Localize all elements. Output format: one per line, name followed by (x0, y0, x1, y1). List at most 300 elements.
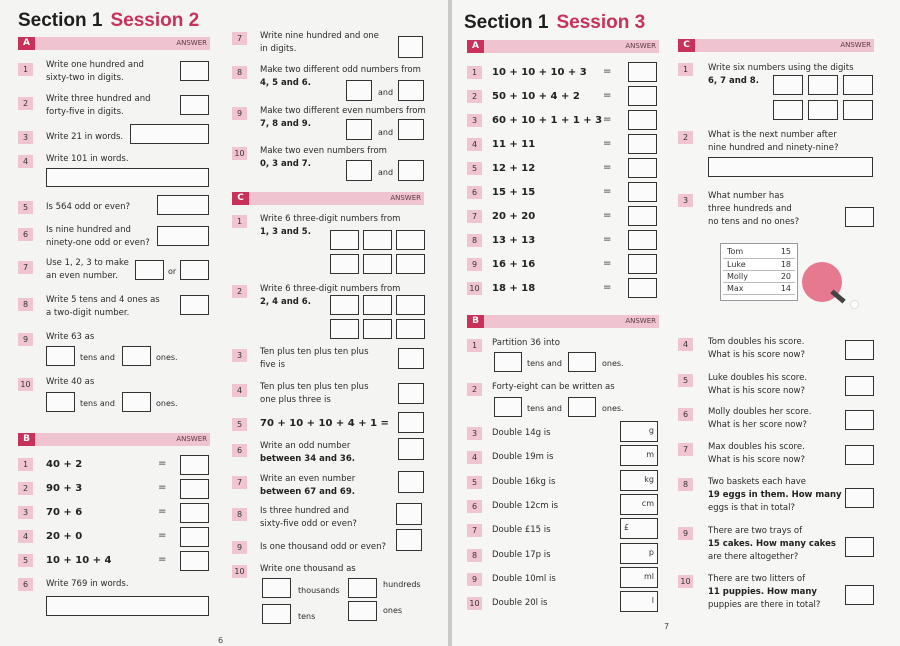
question-text: 50 + 10 + 4 + 2 (492, 91, 580, 102)
answer-header: ANSWER (625, 317, 656, 325)
answer-box[interactable] (122, 392, 151, 412)
q-line: 7, 8 and 9. (260, 119, 311, 129)
q-line: Is three hundred and (260, 506, 350, 516)
question-number: 4 (467, 138, 482, 151)
q-line: 1, 3 and 5. (260, 227, 311, 237)
q-line: 6, 7 and 8. (708, 76, 759, 86)
player-score: 18 (767, 258, 795, 270)
question-text: Double 16kg is (492, 476, 556, 487)
answer-box[interactable] (620, 421, 658, 442)
answer-box[interactable] (180, 95, 209, 115)
answer-box[interactable] (46, 168, 209, 187)
question-text (708, 129, 838, 155)
page-title-right (464, 12, 645, 34)
question-text (260, 440, 355, 466)
question-text: Is 564 odd or even? (46, 202, 131, 212)
question-number: 4 (18, 530, 33, 543)
answer-box[interactable] (396, 319, 425, 339)
ones-label: ones. (156, 353, 178, 362)
question-text: 40 + 2 (46, 459, 83, 470)
question-number: 3 (232, 349, 247, 362)
q-line: What is his score now? (708, 350, 805, 360)
answer-box[interactable] (346, 119, 372, 140)
q-line: Molly doubles her score. (708, 407, 812, 417)
section-letter: A (18, 37, 35, 50)
answer-box[interactable] (620, 445, 658, 466)
question-text (260, 30, 379, 56)
question-text: Double £15 is (492, 525, 551, 536)
q-line: Write nine hundred and one (260, 31, 379, 41)
section-letter: B (18, 433, 35, 446)
session-label: Session 2 (110, 10, 200, 31)
q-line: 11 puppies. How many (708, 587, 817, 597)
q-line: Luke doubles his score. (708, 373, 808, 383)
equals-sign: = (603, 90, 612, 101)
q-line: eggs is that in total? (708, 503, 796, 513)
answer-header: ANSWER (176, 435, 207, 443)
section-letter: C (678, 39, 695, 52)
answer-box[interactable] (808, 100, 838, 120)
q-line: no tens and no ones? (708, 217, 800, 227)
answer-box[interactable] (628, 182, 657, 202)
answer-box[interactable] (135, 260, 164, 280)
unit-label: £ (624, 523, 630, 533)
section-label: Section 1 (464, 12, 549, 33)
player-score: 14 (767, 282, 795, 294)
question-number: 6 (678, 408, 693, 421)
answer-box[interactable] (180, 295, 209, 315)
question-number: 2 (678, 131, 693, 144)
question-number: 6 (232, 444, 247, 457)
answer-box[interactable] (845, 488, 874, 508)
answer-box[interactable] (398, 160, 424, 181)
q-line: Write three hundred and (46, 94, 151, 104)
question-number: 9 (232, 107, 247, 120)
answer-header: ANSWER (176, 39, 207, 47)
question-text: 70 + 10 + 10 + 4 + 1 = (260, 418, 389, 429)
answer-box[interactable] (845, 207, 874, 227)
question-number: 10 (232, 565, 247, 578)
section-letter: B (467, 315, 484, 328)
answer-box[interactable] (398, 438, 424, 460)
answer-box[interactable] (620, 470, 658, 491)
question-number: 1 (678, 63, 693, 76)
question-text: 16 + 16 (492, 259, 536, 270)
question-number: 4 (678, 338, 693, 351)
question-number: 2 (467, 383, 482, 396)
question-number: 1 (467, 339, 482, 352)
q-line: Write one hundred and (46, 60, 144, 70)
question-number: 6 (18, 578, 33, 591)
question-text (708, 336, 805, 362)
answer-box[interactable] (620, 494, 658, 515)
question-text: 70 + 6 (46, 507, 83, 518)
question-number: 3 (18, 506, 33, 519)
question-number: 10 (467, 282, 482, 295)
question-text (260, 64, 421, 90)
question-number: 8 (232, 508, 247, 521)
q-line: an even number. (46, 271, 118, 281)
unit-label: l (651, 596, 654, 606)
player-score: 20 (767, 270, 795, 282)
question-number: 1 (18, 63, 33, 76)
answer-box[interactable] (130, 124, 209, 144)
question-text: Write 101 in words. (46, 154, 129, 164)
answer-box[interactable] (845, 585, 874, 605)
answer-box[interactable] (568, 397, 596, 417)
answer-box[interactable] (398, 36, 423, 58)
question-number: 9 (232, 541, 247, 554)
question-text: Double 17p is (492, 549, 551, 560)
q-line: a two-digit number. (46, 308, 130, 318)
answer-box[interactable] (180, 479, 209, 499)
question-text: 11 + 11 (492, 139, 536, 150)
answer-box[interactable] (46, 596, 209, 616)
answer-box[interactable] (845, 410, 874, 430)
q-line: What is the next number after (708, 130, 837, 140)
question-number: 7 (467, 210, 482, 223)
q-line: Write 5 tens and 4 ones as (46, 295, 160, 305)
ones-label: ones. (156, 399, 178, 408)
answer-box[interactable] (46, 346, 75, 366)
answer-box[interactable] (180, 527, 209, 547)
answer-box[interactable] (180, 260, 209, 280)
unit-label: kg (644, 474, 654, 484)
question-text (708, 372, 807, 398)
tens-label: tens (298, 612, 316, 621)
question-text (260, 346, 369, 372)
answer-header: ANSWER (840, 41, 871, 49)
tens-label: tens and (527, 404, 562, 413)
question-number: 7 (18, 261, 33, 274)
q-line: 0, 3 and 7. (260, 159, 311, 169)
question-number: 10 (467, 597, 482, 610)
equals-sign: = (603, 210, 612, 221)
question-number: 2 (18, 97, 33, 110)
unit-label: cm (641, 498, 654, 508)
question-number: 1 (232, 215, 247, 228)
tens-label: tens and (80, 353, 115, 362)
q-line: Is nine hundred and (46, 225, 131, 235)
question-text (260, 473, 355, 499)
question-number: 8 (18, 298, 33, 311)
answer-box[interactable] (494, 397, 522, 417)
answer-box[interactable] (708, 157, 873, 177)
answer-box[interactable] (363, 230, 392, 250)
question-number: 3 (678, 194, 693, 207)
q-line: nine hundred and ninety-nine? (708, 143, 839, 153)
question-number: 1 (467, 66, 482, 79)
question-text (260, 505, 357, 531)
answer-box[interactable] (396, 529, 422, 551)
answer-box[interactable] (398, 80, 424, 101)
q-line: Use 1, 2, 3 to make (46, 258, 129, 268)
question-text: 20 + 20 (492, 211, 536, 222)
equals-sign: = (603, 162, 612, 173)
answer-box[interactable] (330, 230, 359, 250)
question-text: Write 40 as (46, 377, 95, 387)
equals-sign: = (603, 234, 612, 245)
q-line: Tom doubles his score. (708, 337, 805, 347)
question-number: 5 (467, 162, 482, 175)
question-number: 8 (678, 478, 693, 491)
q-line: Write an odd number (260, 441, 351, 451)
q-line: five is (260, 360, 286, 370)
answer-box[interactable] (845, 445, 874, 465)
q-line: in digits. (260, 44, 297, 54)
answer-box[interactable] (843, 100, 873, 120)
question-text: Write 769 in words. (46, 579, 129, 589)
answer-box[interactable] (348, 601, 377, 621)
question-number: 7 (232, 32, 247, 45)
q-line: 4, 5 and 6. (260, 78, 311, 88)
answer-box[interactable] (620, 591, 658, 612)
q-line: puppies are there in total? (708, 600, 821, 610)
answer-box[interactable] (620, 543, 658, 564)
answer-box[interactable] (180, 503, 209, 523)
question-number: 4 (18, 155, 33, 168)
question-text: Write 21 in words. (46, 132, 124, 142)
answer-box[interactable] (363, 254, 392, 274)
unit-label: g (648, 426, 654, 435)
question-number: 9 (678, 527, 693, 540)
unit-label: m (646, 450, 654, 460)
q-line: Make two different odd numbers from (260, 65, 421, 75)
answer-box[interactable] (398, 412, 424, 433)
right-page (452, 0, 900, 646)
section-letter: A (467, 40, 484, 53)
answer-box[interactable] (773, 100, 803, 120)
question-number: 10 (18, 378, 33, 391)
question-text (46, 59, 144, 85)
q-line: Make two different even numbers from (260, 106, 426, 116)
page-number: 6 (218, 636, 224, 645)
question-text: 10 + 10 + 4 (46, 555, 112, 566)
answer-box[interactable] (628, 86, 657, 106)
player-name: Molly (723, 270, 767, 282)
tens-label: tens and (527, 359, 562, 368)
q-line: Write six numbers using the digits (708, 63, 854, 73)
question-text: Double 10ml is (492, 573, 556, 584)
answer-box[interactable] (363, 319, 392, 339)
answer-box[interactable] (398, 383, 424, 404)
left-page (0, 0, 448, 646)
ball-icon (850, 300, 859, 309)
question-number: 5 (18, 554, 33, 567)
answer-box[interactable] (628, 230, 657, 250)
answer-box[interactable] (628, 206, 657, 226)
answer-box[interactable] (157, 226, 209, 246)
question-number: 5 (678, 374, 693, 387)
equals-sign: = (603, 138, 612, 149)
answer-box[interactable] (398, 471, 424, 493)
unit-label: p (648, 547, 654, 557)
q-line: between 67 and 69. (260, 487, 355, 497)
section-c-bar (232, 192, 424, 205)
question-text (708, 476, 842, 515)
score-row (723, 246, 795, 258)
answer-box[interactable] (494, 352, 522, 372)
scoreboard (720, 243, 798, 301)
question-text: 15 + 15 (492, 187, 536, 198)
equals-sign: = (603, 186, 612, 197)
answer-header: ANSWER (625, 42, 656, 50)
answer-box[interactable] (845, 376, 874, 396)
question-text: Write one thousand as (260, 564, 356, 574)
section-b-bar (18, 433, 210, 446)
answer-box[interactable] (628, 278, 657, 298)
question-number: 3 (467, 114, 482, 127)
question-text (708, 190, 799, 229)
answer-box[interactable] (180, 61, 209, 81)
q-line: three hundreds and (708, 204, 792, 214)
answer-box[interactable] (773, 75, 803, 95)
question-number: 8 (467, 234, 482, 247)
tens-label: tens and (80, 399, 115, 408)
player-name: Luke (723, 258, 767, 270)
answer-box[interactable] (346, 80, 372, 101)
question-text: Partition 36 into (492, 338, 560, 348)
answer-box[interactable] (157, 195, 209, 215)
question-text: 90 + 3 (46, 483, 83, 494)
answer-box[interactable] (346, 160, 372, 181)
question-text (708, 406, 811, 432)
answer-box[interactable] (330, 319, 359, 339)
answer-box[interactable] (396, 295, 425, 315)
answer-box[interactable] (845, 340, 874, 360)
answer-box[interactable] (568, 352, 596, 372)
question-text: Write 63 as (46, 332, 95, 342)
q-line: between 34 and 36. (260, 454, 355, 464)
answer-box[interactable] (843, 75, 873, 95)
question-text: 60 + 10 + 1 + 1 + 3 (492, 115, 603, 126)
answer-box[interactable] (180, 455, 209, 475)
q-line: are there altogether? (708, 552, 799, 562)
answer-box[interactable] (398, 119, 424, 140)
answer-box[interactable] (620, 567, 658, 588)
question-number: 5 (232, 418, 247, 431)
question-text: Double 12cm is (492, 500, 559, 511)
answer-box[interactable] (262, 578, 291, 598)
question-number: 10 (678, 575, 693, 588)
player-name: Tom (723, 246, 767, 258)
answer-box[interactable] (262, 604, 291, 624)
unit-label: ml (643, 571, 654, 581)
answer-box[interactable] (330, 254, 359, 274)
q-line: ninety-one odd or even? (46, 238, 150, 248)
question-text: Double 19m is (492, 452, 554, 463)
question-number: 5 (18, 201, 33, 214)
q-line: sixty-two in digits. (46, 73, 124, 83)
section-c-bar (678, 39, 874, 52)
answer-box[interactable] (808, 75, 838, 95)
question-number: 6 (467, 186, 482, 199)
q-line: one plus three is (260, 395, 331, 405)
answer-box[interactable] (348, 578, 377, 598)
q-line: forty-five in digits. (46, 107, 124, 117)
answer-box[interactable] (628, 254, 657, 274)
equals-sign: = (603, 258, 612, 269)
question-number: 8 (467, 549, 482, 562)
question-number: 7 (678, 443, 693, 456)
answer-header: ANSWER (390, 194, 421, 202)
q-line: What is his score now? (708, 386, 805, 396)
question-number: 7 (467, 524, 482, 537)
answer-box[interactable] (330, 295, 359, 315)
ones-label: ones (383, 606, 403, 615)
question-text: Double 14g is (492, 428, 551, 438)
answer-box[interactable] (628, 62, 657, 82)
q-line: Two baskets each have (708, 477, 807, 487)
question-number: 3 (18, 131, 33, 144)
answer-box[interactable] (620, 518, 658, 539)
q-line: 2, 4 and 6. (260, 297, 311, 307)
question-number: 5 (467, 476, 482, 489)
question-text: 20 + 0 (46, 531, 83, 542)
question-text: 18 + 18 (492, 283, 536, 294)
answer-box[interactable] (628, 110, 657, 130)
equals-sign: = (158, 506, 167, 517)
answer-box[interactable] (122, 346, 151, 366)
q-line: What number has (708, 191, 784, 201)
q-line: There are two trays of (708, 526, 803, 536)
answer-box[interactable] (363, 295, 392, 315)
answer-box[interactable] (396, 254, 425, 274)
question-text (46, 93, 151, 119)
equals-sign: = (603, 114, 612, 125)
question-text: Double 20l is (492, 598, 548, 609)
equals-sign: = (158, 554, 167, 565)
question-number: 3 (467, 427, 482, 440)
answer-box[interactable] (46, 392, 75, 412)
answer-box[interactable] (628, 158, 657, 178)
question-number: 4 (232, 384, 247, 397)
answer-box[interactable] (398, 348, 424, 369)
question-text (46, 224, 150, 250)
question-number: 9 (467, 573, 482, 586)
ones-label: ones. (602, 404, 624, 413)
score-row (723, 282, 795, 294)
question-number: 10 (232, 147, 247, 160)
answer-box[interactable] (628, 134, 657, 154)
score-row (723, 258, 795, 270)
equals-sign: = (158, 458, 167, 469)
q-line: Write an even number (260, 474, 356, 484)
and-label: and (378, 88, 394, 97)
question-number: 2 (467, 90, 482, 103)
question-number: 6 (18, 228, 33, 241)
answer-box[interactable] (396, 503, 422, 525)
or-label: or (168, 267, 177, 276)
equals-sign: = (158, 530, 167, 541)
page-title-left (18, 10, 199, 32)
answer-box[interactable] (180, 551, 209, 571)
q-line: sixty-five odd or even? (260, 519, 357, 529)
equals-sign: = (603, 66, 612, 77)
question-text: Forty-eight can be written as (492, 382, 615, 392)
hundreds-label: hundreds (383, 580, 421, 589)
q-line: Ten plus ten plus ten plus (260, 382, 369, 392)
q-line: Write 6 three-digit numbers from (260, 214, 401, 224)
question-text (708, 573, 820, 612)
question-number: 4 (467, 451, 482, 464)
answer-box[interactable] (845, 537, 874, 557)
q-line: What is his score now? (708, 455, 805, 465)
equals-sign: = (158, 482, 167, 493)
question-text (260, 381, 369, 407)
question-text (708, 525, 836, 564)
answer-box[interactable] (396, 230, 425, 250)
